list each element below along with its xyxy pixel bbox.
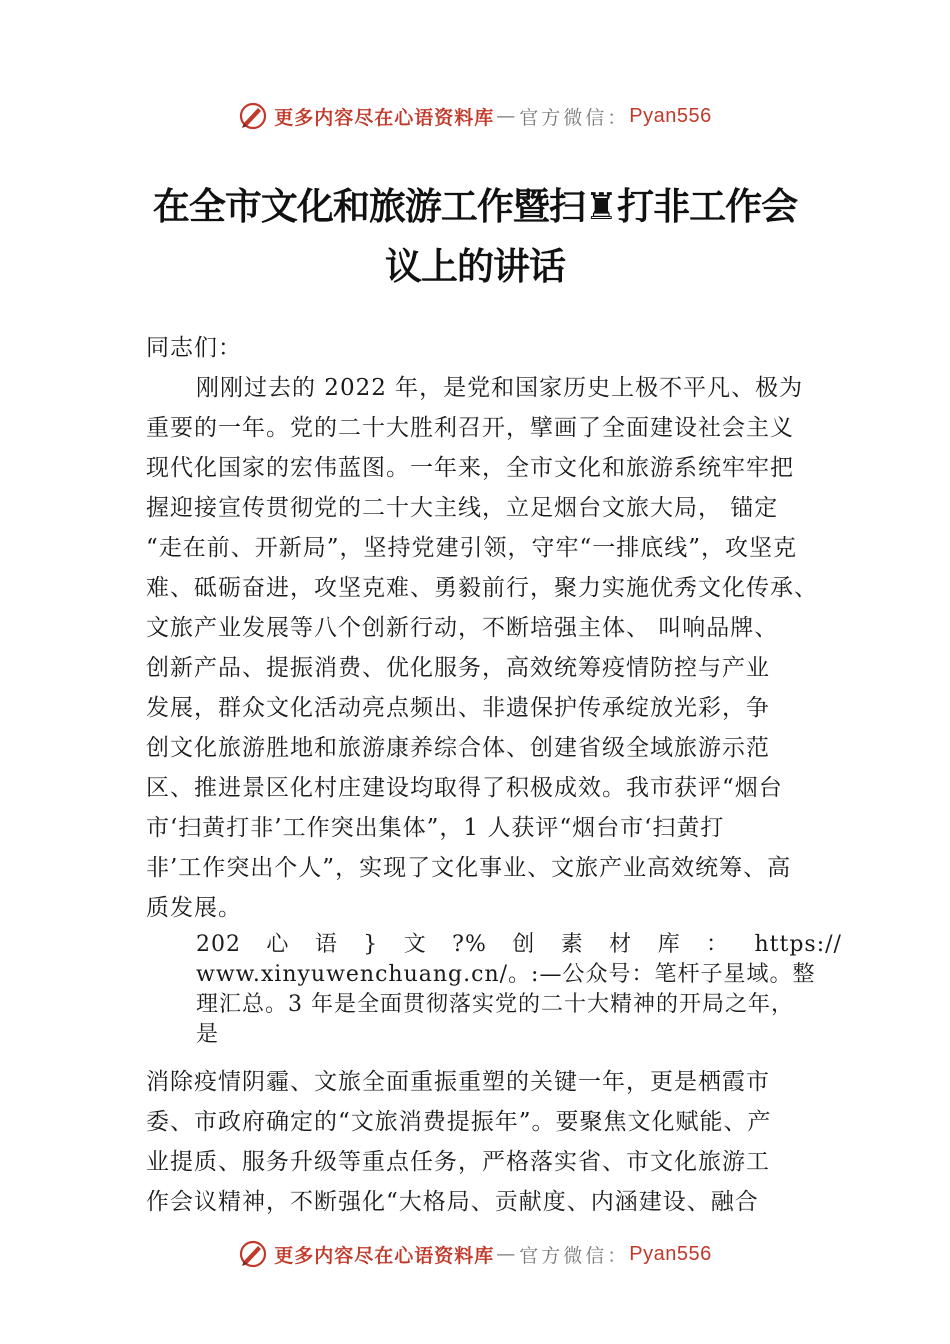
promo-token: 库 bbox=[657, 932, 681, 957]
body-line: 现代化国家的宏伟蓝图。一年来，全市文化和旅游系统牢牢把 bbox=[146, 455, 794, 481]
body-line: 市‘扫黄打非’工作突出集体”，1 人获评“烟台市‘扫黄打 bbox=[146, 815, 725, 841]
watermark-separator: — bbox=[496, 105, 518, 127]
body-line: “走在前、开新局”，坚持党建引领，守牢“一排底线”，攻坚克 bbox=[146, 535, 798, 561]
body-line: 作会议精神，不断强化“大格局、贡献度、内涵建设、融合 bbox=[146, 1189, 759, 1215]
promo-token: ?% bbox=[452, 932, 487, 957]
body-line: 发展，群众文化活动亮点频出、非遗保护传承绽放光彩，争 bbox=[146, 695, 770, 721]
promo-line: 是 bbox=[196, 1022, 220, 1047]
promo-token: https:// bbox=[754, 932, 842, 957]
promo-line-justified bbox=[196, 930, 842, 960]
body-line: 创文化旅游胜地和旅游康养综合体、创建省级全域旅游示范 bbox=[146, 735, 770, 761]
promo-token: 素 bbox=[560, 932, 584, 957]
inserted-promo-block bbox=[196, 930, 842, 1050]
promo-token: 文 bbox=[403, 932, 427, 957]
promo-token: 心 bbox=[266, 932, 290, 957]
body-line: 刚刚过去的 2022 年，是党和国家历史上极不平凡、极为 bbox=[196, 375, 804, 401]
pen-in-circle-icon bbox=[238, 101, 268, 131]
promo-token: 202 bbox=[196, 932, 241, 957]
body-line: 委、市政府确定的“文旅消费提振年”。要聚焦文化赋能、产 bbox=[146, 1109, 772, 1135]
promo-token: 材 bbox=[609, 932, 633, 957]
watermark-label: 官方微信： bbox=[519, 1244, 630, 1267]
salutation: 同志们： bbox=[146, 335, 242, 361]
watermark-id: Pyan556 bbox=[629, 1242, 712, 1265]
footer-watermark bbox=[0, 1234, 950, 1274]
pen-in-circle-icon bbox=[238, 1239, 268, 1269]
body-line: 质发展。 bbox=[146, 895, 242, 921]
promo-token: 创 bbox=[512, 932, 536, 957]
watermark-brand: 更多内容尽在心语资料库 bbox=[274, 1244, 495, 1267]
watermark-label: 官方微信： bbox=[519, 106, 630, 129]
body-line: 难、砥砺奋进，攻坚克难、勇毅前行，聚力实施优秀文化传承、 bbox=[146, 575, 818, 601]
watermark-separator: — bbox=[496, 1243, 518, 1265]
body-line: 业提质、服务升级等重点任务，严格落实省、市文化旅游工 bbox=[146, 1149, 770, 1175]
promo-line: 理汇总。3 年是全面贯彻落实党的二十大精神的开局之年， bbox=[196, 992, 794, 1017]
document-title-line-1: 在全市文化和旅游工作暨扫♜打非工作会 bbox=[152, 185, 798, 228]
body-line: 重要的一年。党的二十大胜利召开，擘画了全面建设社会主义 bbox=[146, 415, 794, 441]
body-line: 消除疫情阴霾、文旅全面重振重塑的关键一年，更是栖霞市 bbox=[146, 1069, 770, 1095]
promo-token: ： bbox=[706, 932, 730, 957]
watermark-brand: 更多内容尽在心语资料库 bbox=[274, 106, 495, 129]
watermark-id: Pyan556 bbox=[629, 104, 712, 127]
promo-token: } bbox=[363, 932, 379, 957]
header-watermark bbox=[0, 96, 950, 136]
document-title-line-2: 议上的讲话 bbox=[385, 245, 565, 288]
promo-line: www.xinyuwenchuang.cn/。:—公众号：笔杆子星域。整 bbox=[196, 962, 816, 987]
body-line: 文旅产业发展等八个创新行动，不断培强主体、 叫响品牌、 bbox=[146, 615, 779, 641]
body-line: 非’工作突出个人”，实现了文化事业、文旅产业高效统筹、高 bbox=[146, 855, 792, 881]
body-line: 创新产品、提振消费、优化服务，高效统筹疫情防控与产业 bbox=[146, 655, 770, 681]
body-line: 握迎接宣传贯彻党的二十大主线，立足烟台文旅大局， 锚定 bbox=[146, 495, 779, 521]
body-line: 区、推进景区化村庄建设均取得了积极成效。我市获评“烟台 bbox=[146, 775, 783, 801]
promo-token: 语 bbox=[314, 932, 338, 957]
